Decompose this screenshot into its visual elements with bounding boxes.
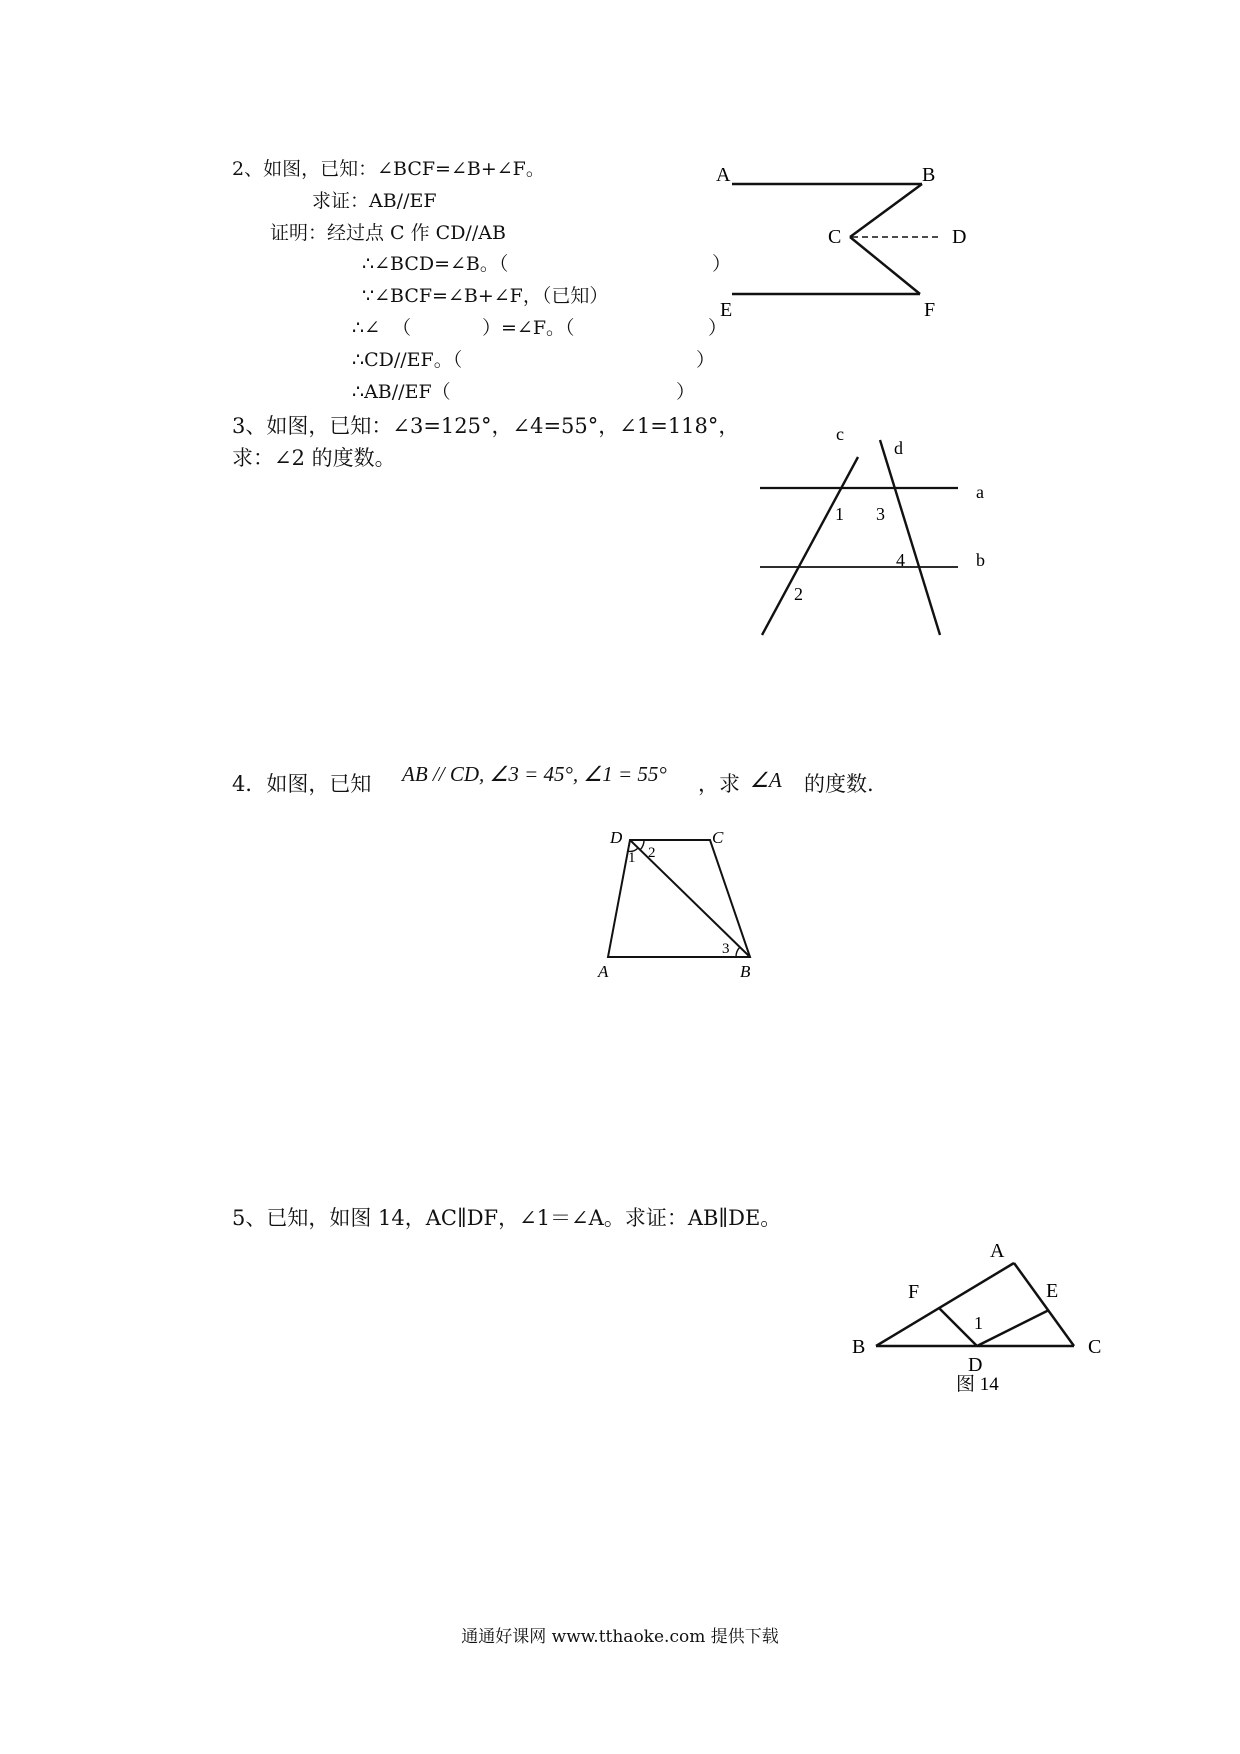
q4-angle-a: ∠A	[750, 768, 782, 792]
q4-label-d: D	[610, 828, 623, 847]
q4-angle-1: 1	[628, 850, 636, 866]
q2-step3-close: ）	[708, 317, 728, 339]
q2-step5: ∴AB//EF（	[352, 381, 451, 403]
q5-label-f: F	[908, 1281, 920, 1303]
q3-angle-4: 4	[896, 550, 905, 570]
q2-step3-mid: ）=∠F。（	[482, 317, 575, 339]
q3-label-c: c	[836, 424, 844, 444]
q5-label-b: B	[852, 1336, 866, 1358]
q3-angle-3: 3	[876, 504, 885, 524]
q4-label-b: B	[740, 962, 751, 981]
q5-caption: 图 14	[956, 1374, 999, 1395]
q3-figure	[740, 420, 1000, 645]
q2-step2: ∵∠BCF=∠B+∠F，（已知）	[362, 285, 609, 307]
q4-mid: ，求	[698, 772, 740, 796]
q3-line-d	[880, 440, 940, 635]
q2-label-c: C	[828, 226, 842, 248]
q5-line-fd	[939, 1308, 977, 1346]
q2-label-f: F	[924, 299, 936, 321]
q4-figure	[590, 825, 780, 985]
q3-line-c	[762, 457, 858, 635]
q3-label-a: a	[976, 482, 984, 502]
q5-line1: 5、已知，如图 14，AC∥DF，∠1＝∠A。求证：AB∥DE。	[232, 1206, 782, 1230]
q4-label-a: A	[598, 962, 609, 981]
q2-label-d: D	[952, 226, 967, 248]
q2-line1: 2、如图，已知：∠BCF=∠B+∠F。	[232, 158, 545, 180]
q2-line-cf	[850, 237, 920, 294]
q3-line1: 3、如图，已知：∠3=125°，∠4=55°，∠1=118°，	[232, 414, 740, 438]
q4-angle-3: 3	[722, 941, 730, 957]
q2-proof-intro: 证明：经过点 C 作 CD//AB	[270, 222, 506, 244]
q5-label-e: E	[1046, 1280, 1059, 1302]
q4-label-c: C	[712, 828, 724, 847]
q5-line-ac	[1014, 1263, 1074, 1346]
q4-suffix: 的度数.	[804, 772, 874, 796]
q5-label-a: A	[990, 1240, 1005, 1262]
q2-figure	[700, 155, 980, 325]
q4-angle-2: 2	[648, 845, 656, 861]
q2-step1-close: ）	[712, 253, 732, 275]
q4-arc-2	[640, 840, 644, 850]
q4-prefix: 4．如图，已知	[232, 772, 372, 796]
q2-step4: ∴CD//EF。（	[352, 349, 463, 371]
q2-label-e: E	[720, 299, 733, 321]
q4-formula: AB // CD, ∠3 = 45°, ∠1 = 55°	[402, 762, 667, 786]
q3-label-b: b	[976, 550, 985, 570]
footer-credit: 通通好课网 www.tthaoke.com 提供下载	[461, 1627, 779, 1647]
q5-line-ba	[876, 1263, 1014, 1346]
q5-label-d: D	[968, 1354, 983, 1376]
q5-angle-1: 1	[974, 1313, 983, 1333]
q2-step4-close: ）	[696, 349, 716, 371]
q3-angle-2: 2	[794, 584, 803, 604]
q5-line-de	[977, 1310, 1049, 1346]
q2-line-bc	[850, 184, 922, 237]
q3-angle-1: 1	[835, 504, 844, 524]
q2-step3: ∴∠ （	[352, 317, 412, 339]
q5-label-c: C	[1088, 1336, 1102, 1358]
q2-label-b: B	[922, 164, 936, 186]
q4-arc-3	[736, 947, 740, 957]
q3-label-d: d	[894, 438, 903, 458]
q5-figure	[840, 1235, 1120, 1405]
q3-line2: 求：∠2 的度数。	[232, 446, 396, 470]
q2-label-a: A	[716, 164, 731, 186]
q2-step5-close: ）	[676, 381, 696, 403]
q2-prove: 求证：AB//EF	[312, 190, 437, 212]
q2-step1: ∴∠BCD=∠B。（	[362, 253, 509, 275]
